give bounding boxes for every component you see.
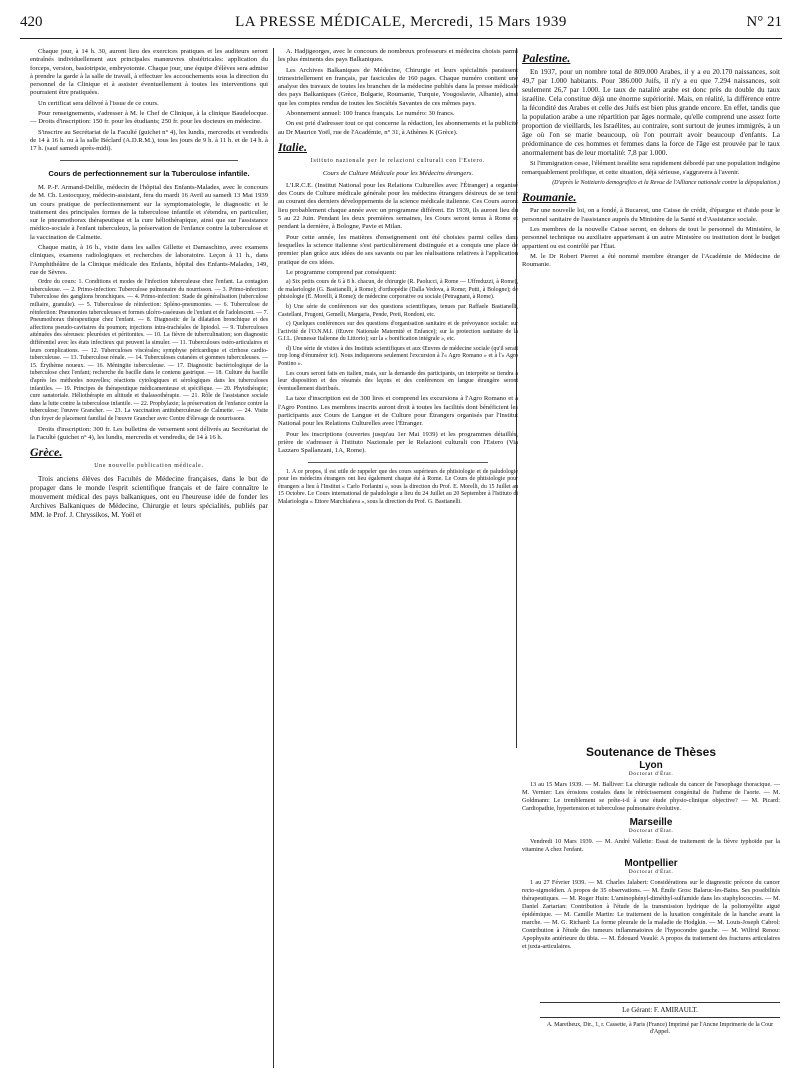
paragraph: A. Hadjigeorges, avec le concours de nombreux professeurs et médecins choisis parmi les plus éminents des pays Balkaniques.: [278, 48, 518, 64]
section-subtitle: Une nouvelle publication médicale.: [94, 463, 204, 470]
city-heading: Marseille: [629, 817, 673, 828]
section-subtitle-italic: Cours de Culture Médicale pour les Médecins étrangers.: [322, 169, 474, 177]
paragraph: Trois anciens élèves des Facultés de Médecine françaises, dans le but de propager dans le monde l'esprit scientifique français et de faire connaître le mouvement médical des pays balkaniques, ont eu l'heureuse idée de fonder les Archives Balkaniques de Médecine, Chirurgie et leurs spécialités, publiés par MM. le Prof. J. Chryssikos, M. Yoël et: [30, 474, 268, 519]
paragraph: Pour cette année, les matières d'enseignement ont été choisies parmi celles dans lesquelles la science italienne s'est particulièrement distinguée et a conquis une place de premier plan grâce aux idées de ses savants ou par les réalisations relatives à l'application pratique de ces idées.: [278, 233, 518, 266]
header-rule: [20, 38, 782, 39]
paragraph: Abonnement annuel: 100 francs français. Le numéro: 30 francs.: [286, 110, 455, 118]
theses-section: [522, 745, 780, 953]
doctorate-label: Doctorat d'État.: [628, 771, 674, 777]
page-number: 420: [20, 13, 43, 30]
city-heading: Lyon: [639, 760, 663, 771]
paragraph: Pour renseignements, s'adresser à M. le Chef de Clinique, à la clinique Baudelocque. — Droits d'inscription: 150 fr. pour les étudiants; 250 fr. pour les docteurs en médecine.: [30, 110, 268, 126]
program-item: b) Une série de conférences sur des questions scientifiques, tenues par Raffaele Bastianelli, Castellani, Frugoni, Gemelli, Margaria, Pende, Preti, Rondoni, etc.: [278, 303, 518, 318]
section-heading: Cours de perfectionnement sur la Tuberculose infantile.: [48, 168, 250, 178]
doctorate-label: Doctorat d'État.: [628, 869, 674, 875]
theses-title: Soutenance de Thèses: [585, 745, 717, 759]
paragraph: Si l'immigration cesse, l'élément israélite sera rapidement débordé par une population indigène remarquablement prolifique, et cette situation, déjà sérieuse, s'aggravera à l'avenir.: [522, 160, 780, 176]
paragraph: Chaque matin, à 16 h., visite dans les salles Gillette et Damaschino, avec examens cliniques, examens radiologiques et recherches de laboratoire. Leçon à 11 h., dans l'Amphithéâtre de la Clinique médicale des Enfants, hôpital des Enfants-Malades, 149, rue de Sèvres.: [30, 244, 268, 276]
paragraph: En 1937, pour un nombre total de 809.000 Arabes, il y a eu 20.170 naissances, soit 49,7 par 1.000 habitants. Pour 386.000 Juifs, il n'y a eu que 7.294 naissances, soit seulement 26,7 par 1.000. Le taux de natalité arabe est donc près du double du taux israélite. Cela constitue déjà une énorme supériorité. Mais, en réalité, la différence entre la fécondité des Arabes et celle des Juifs est bien plus grande encore. En effet, tandis que la population arabe a une répartition par âges normale, qu'elle comprend une assez forte proportion de vieillards, les Israélites, au contraire, sont surtout de jeunes immigrés, à un âge où l'on se marie beaucoup, où l'on pourrait avoir beaucoup d'enfants. La prédominance de ces hommes et femmes dans la force de l'âge est prouvée par le taux anormalement bas de leur mortalité: 7,8 par 1.000.: [522, 68, 780, 158]
paragraph: M. P.-F. Armand-Delille, médecin de l'hôpital des Enfants-Malades, avec le concours de M. Ch. Lestocquoy, médecin-assistant, fera du mardi 16 Avril au samedi 13 Mai 1939 un cours pratique de perfectionnement sur la symptomatologie, le diagnostic et le traitement des principales formes de la tuberculose infantile et s'étendra, en particulier, sur le pneumothorax thérapeutique et la cure héliothérapique, ainsi que sur l'assistance médico-sociale à l'enfant tuberculeux, la préservation de l'enfance contre la tuberculose et la vaccination de Calmette.: [30, 183, 268, 241]
page-header: [20, 4, 782, 40]
paragraph: Les membres de la nouvelle Caisse seront, en dehors de tout le personnel du Ministère, le personnel technique ou auxiliaire appartenant à un autre Ministère ou institution dont le budget appartient ou est contrôlé par l'État.: [522, 226, 780, 250]
paragraph: Un certificat sera délivré à l'issue de ce cours.: [38, 99, 159, 107]
journal-title: LA PRESSE MÉDICALE, Mercredi, 15 Mars 1939: [235, 13, 567, 30]
section-title-grece: Grèce.: [30, 445, 63, 460]
column-left: [30, 48, 268, 1068]
paragraph: Droits d'inscription: 300 fr. Les bulletins de versement sont délivrés au Secrétariat de la Faculté (guichet n° 4), les lundis, mercredis et vendredis, de 14 à 16 h.: [30, 425, 268, 441]
section-title-palestine: Palestine.: [522, 51, 571, 65]
city-heading: Montpellier: [624, 858, 678, 869]
publisher-manager: Le Gérant: F. AMIRAULT.: [540, 1002, 780, 1018]
column-divider: [273, 48, 274, 1068]
paragraph: Par une nouvelle loi, on a fondé, à Bucarest, une Caisse de crédit, d'épargne et d'aide pour le personnel sanitaire de l'assistance auprès du Ministère de la Santé et d'Assistance sociale.: [522, 207, 780, 223]
column-right: [522, 48, 780, 788]
paragraph: La taxe d'inscription est de 300 lires et comprend les excursions à l'Agro Romano et à l'Agro Pontino. Les membres inscrits auront droit à toutes les facilités dont bénéficient les participants aux Cours de Langue et de Culture pour Étrangers organisés par l'Institut National pour les Relations Culturelles avec l'Étranger.: [278, 395, 518, 428]
paragraph: L'I.R.C.E. (Institut National pour les Relations Culturelles avec l'Étranger) a organisé des Cours de Culture médicale générale pour les médecins étrangers désireux de se tenir au courant des derniers développements de la science médicale italienne. Ces Cours auront lieu probablement chaque année avec un programme différent. En 1939, ils auront lieu du 5 au 22 Juin. Pendant les deux premières semaines, les Cours seront tenus à Rome et pendant la dernière, à Bologne, Pavie et Milan.: [278, 181, 518, 231]
source-note: (D'après le Notiziario demografico et la Revue de l'Alliance nationale contre la dépopulation.): [552, 179, 780, 186]
section-divider: [60, 160, 238, 161]
section-title-italie: Italie.: [278, 139, 307, 154]
program-item: d) Une série de visites à des Instituts scientifiques et aux Œuvres de médecine sociale (qu'il serait trop long d'énumérer ici). Nous indiquerons seulement l'excursion à l'« Agro Romano » et à l'« Agro Pontino ».: [278, 345, 518, 368]
paragraph: Pour les inscriptions (ouvertes jusqu'au 1er Mai 1939) et les programmes détaillés, prière de s'adresser à l'Istituto Nazionale per le Relazioni culturali con l'Estero (Via Lazzaro Spallanzani, 1A, Rome).: [278, 430, 518, 455]
paragraph: Vendredi 10 Mars 1939. — M. André Vallette: Essai de traitement de la fièvre typhoïde par la vitamine A chez l'enfant.: [522, 838, 780, 853]
paragraph: M. le Dr Robert Pierret a été nommé membre étranger de l'Académie de Médecine de Roumanie.: [522, 252, 780, 269]
program-item: c) Quelques conférences sur des questions d'organisation sanitaire et de prévoyance sociale: sur l'activité de l'O.N.M.I. (Œuvre Nationale Maternité et Enfance); sur la protection sanitaire de la G.I.L. (Jeunesse Italienne du Littorio); sur la « bonification intégrale », etc.: [278, 321, 518, 343]
paragraph: On est prié d'adresser tout ce qui concerne la rédaction, les abonnements et la publicité au Dr Maurice Yoël, rue de l'Académie, n° 31, à Athènes K (Grèce).: [278, 120, 518, 136]
section-subtitle: Istituto nazionale per le relazioni culturali con l'Estero.: [310, 158, 486, 165]
footnote: 1. A ce propos, il est utile de rappeler que des cours supérieurs de phtisiologie et de paludologie pour les médecins étrangers ont lieu également chaque été à Rome. Le Cours de phtisiologie pour étrangers a lieu à l'Institut « Carlo Forlanini », sous la direction du Prof. E. Morelli, du 15 Juillet au 15 Octobre. Le Cours international de paludologie a lieu du 24 Juillet au 20 Septembre à l'Istituto di Malariologia « Ettore Marchiafava », sous la direction du Prof. G. Bastianelli.: [278, 468, 518, 505]
course-outline: Ordre du cours: 1. Conditions et modes de l'infection tuberculeuse chez l'enfant. La contagion tuberculeuse. — 2. Primo-infection: Tuberculose pulmonaire du nourrisson. — 3. Primo-infection: Tuberculose des ganglions bronchiques. — 4. Primo-infection: Stade de généralisation (tuberculose miliaire, granulie). — 5. Tuberculose de réinfection: Spléno-pneumonies. — 6. Tuberculose de réinfection: Pneumonies tuberculeuses et formes ulcéro-caséeuses de l'enfant et de l'adolescent. — 7. Pneumothorax thérapeutique chez l'enfant. — 8. Diagnostic de la dilatation bronchique et des affections pseudo-cavitaires du poumon; injections intra-trachéales de lipiodol. — 9. Tuberculoses atténuées des séreuses: pleurésies et péritonites. — 10. La fièvre de tuberculination; son diagnostic différentiel avec les états infectieux qui peuvent la simuler. — 11. Tuberculoses ostéo-articulaires et leurs complications. — 12. Tuberculoses viscérales; symphyse péricardique et cirrhose cardio-tuberculeuse. — 13. Tuberculose rénale. — 14. Tuberculoses cutanées et gommes tuberculeuses. — 15. Érythème noueux. — 16. Méningite tuberculeuse. — 17. Diagnostic bactériologique de la tuberculose chez l'enfant; recherche du bacille dans le contenu gastrique. — 18. Culture du bacille d'après les méthodes nouvelles; réactions cytologiques et sérologiques dans les tuberculoses infantiles. — 19. Principes de thérapeutique médicamenteuse et spécifique. — 20. Phytothérapie; cure sanatoriale. Héliothérapie en altitude et thalassothérapie. — 21. Rôle de l'assistance sociale dans la lutte contre la tuberculose infantile. — 22. Prophylaxie; la préservation de l'enfance contre la tuberculose; l'œuvre Grancher. — 23. La vaccination antituberculeuse de Calmette. — 24. Visite d'un foyer de placement familial de l'œuvre Grancher avec Centre d'élevage de nourrissons.: [30, 279, 268, 422]
paragraph: 1 au 27 Février 1939. — M. Charles Jalabert: Considérations sur le diagnostic précoce du cancer recto-sigmoïdien. A propos de 35 observations. — M. Émile Gros: Balaruc-les-Bains. Ses possibilités thérapeutiques. — M. Roger Huin: L'aminophényl-diméthyl-sulfamide dans les staphylococcies. — M. Daniel Zartarian: Contribution à l'étude de la transmission hydrique de la poliomyélite aiguë épidémique. — M. Camille Martin: Le traitement de la luxation congénitale de la hanche avant la marche. — M. G. Richard: La forme pleurale de la maladie de Hodgkin. — M. Louis-Joseph Cabrol: Contribution à l'étude des tumeurs inflammatoires de l'hypocondre gauche. — M. Wilfrid Renou: Apophysite antérieure du tibia. — M. Édouard Veaulé: A propos du traitement des fractures articulaires et juxta-articulaires.: [522, 879, 780, 950]
paragraph: Le programme comprend par conséquent:: [286, 268, 397, 276]
doctorate-label: Doctorat d'État.: [628, 828, 674, 834]
program-item: a) Six petits cours de 6 à 8 h. chacun, de chirurgie (R. Paolucci, à Rome — Uffreduzzi, à Rome), de malariologie (G. Bastianelli, à Rome); d'orthopédie (Dalla Vedova, à Rome; Putti, à Bologne); de phisiologie (E. Morelli, à Rome); de médecine corporative ou sociale (Petragnani, à Rome).: [278, 279, 518, 301]
column-middle: [278, 48, 518, 1078]
paragraph: Les cours seront faits en italien, mais, sur la demande des participants, un interprète se tiendra à leur disposition et des résumés des leçons et des conférences en langue étrangère seront éventuellement distribués.: [278, 370, 518, 392]
paragraph: Les Archives Balkaniques de Médecine, Chirurgie et leurs spécialités paraissent trimestriellement en français, par fascicules de 160 pages. Chaque numéro contient une analyse des travaux de toutes les branches de la médecine publiés dans la presse médicale des pays Balkaniques (Grèce, Bulgarie, Roumanie, Turquie, Yougoslavie, Albanie), ainsi que les comptes rendus de toutes les Sociétés Savantes de ces mêmes pays.: [278, 66, 518, 107]
issue-number: N° 21: [746, 13, 782, 30]
section-title-roumanie: Roumanie.: [522, 190, 577, 205]
paragraph: Chaque jour, à 14 h. 30, auront lieu des exercices pratiques et les auditeurs seront entraînés individuellement aux principales manœuvres obstétricales: application du forceps, version, basiotripsie, embryotomie. Chaque jour, une équipe d'élèves sera admise à prendre la garde à la salle de travail, à effectuer les accouchements sous la direction du personnel de la Clinique et à assister éventuellement à toutes les interventions qui pourraient être pratiquées.: [30, 48, 268, 97]
paragraph: 13 au 15 Mars 1939. — M. Balliver: La chirurgie radicale du cancer de l'œsophage thoracique. — M. Vernier: Les érosions costales dans le rétrécissement congénital de l'isthme de l'aorte. — M. Goldmann: Le tremblement se prête-t-il à une étude physio-clinique objective? — M. Picard: Cardiopathie, hypertension et tuberculose pulmonaire évolutive.: [522, 781, 780, 812]
printer-imprint: A. Maretheux, Dir., 1, r. Cassette, à Paris (France) Imprimé par l'Ancne Imprimerie de la Cour d'Appel.: [546, 1022, 774, 1036]
paragraph: S'inscrire au Secrétariat de la Faculté (guichet n° 4), les lundis, mercredis et vendredis de 14 à 16 h. ou à la salle Béclard (A.D.R.M.), tous les jours de 9 h. à 11 h. et de 14 h. à 17 h. (sauf samedi après-midi).: [30, 128, 268, 153]
footnote-divider: [308, 462, 488, 463]
